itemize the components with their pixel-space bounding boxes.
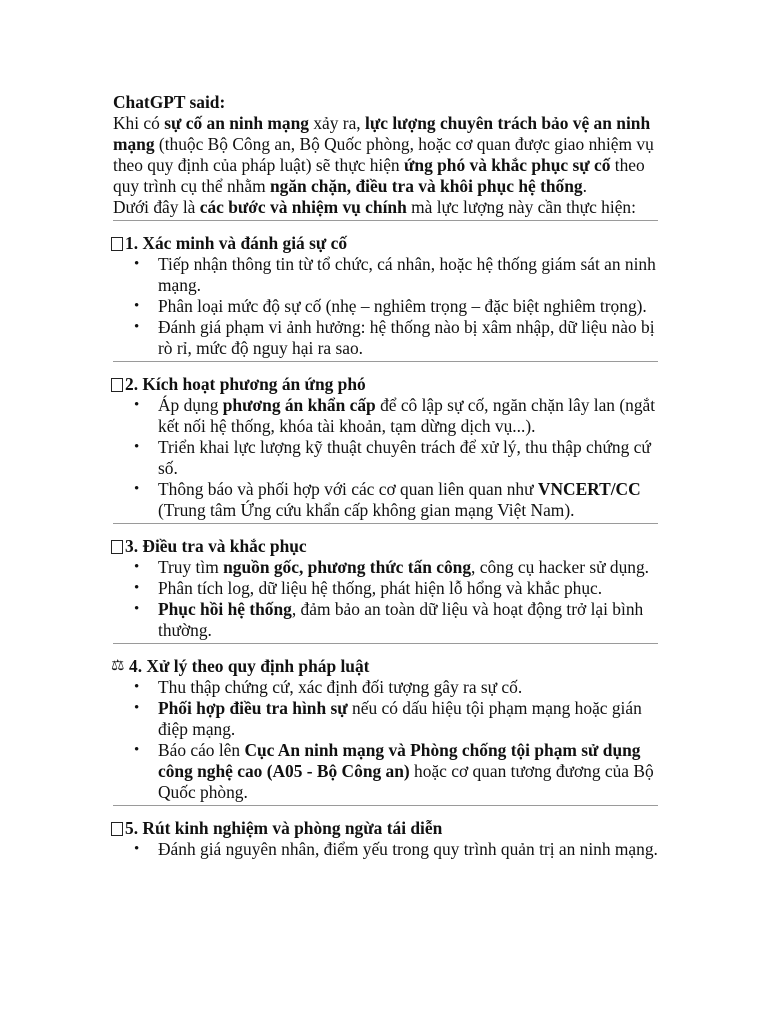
text-run: Đánh giá phạm vi ảnh hưởng: hệ thống nào bị xâm nhập, dữ liệu nào bị rò rỉ, mức độ nguy hại ra sao. [158,317,655,358]
list-item [158,839,658,860]
bold-text-run: VNCERT/CC [537,479,641,499]
section-title-text: 4. Xử lý theo quy định pháp luật [129,656,370,676]
list-item [158,254,658,296]
section-title [111,656,658,677]
bold-text-run: phương án khẩn cấp [222,395,376,415]
section-divider [113,523,658,524]
text-run: , đảm bảo an toàn dữ liệu và hoạt động trở lại bình thường. [158,599,644,640]
sections-container [113,233,658,860]
list-item [158,698,658,740]
text-run: Phân tích log, dữ liệu hệ thống, phát hiện lỗ hổng và khắc phục. [158,578,603,598]
list-item [158,557,658,578]
text-run: (Trung tâm Ứng cứu khẩn cấp không gian mạng Việt Nam). [158,500,575,520]
section-title-text: 5. Rút kinh nghiệm và phòng ngừa tái diễn [125,818,443,838]
box-icon [111,378,123,392]
bold-text-run: ngăn chặn, điều tra và khôi phục hệ thống [269,176,583,196]
list-item [158,599,658,641]
text-run: Thông báo và phối hợp với các cơ quan liên quan như [158,479,538,499]
text-run: xảy ra, [308,113,365,133]
list-item [158,578,658,599]
bullet-list [113,395,658,521]
text-run: nếu có dấu hiệu tội phạm mạng hoặc gián điệp mạng. [158,698,642,739]
section-3 [113,536,658,644]
list-item [158,317,658,359]
text-run: để cô lập sự cố, ngăn chặn lây lan (ngắt kết nối hệ thống, khóa tài khoản, tạm dừng dịch vụ...). [158,395,656,436]
section-title [111,374,658,395]
text-run: Áp dụng [158,395,223,415]
section-4 [113,656,658,806]
text-run: mà lực lượng này cần thực hiện: [406,197,636,217]
text-run: Báo cáo lên [158,740,245,760]
text-run: hoặc cơ quan tương đương của Bộ Quốc phòng. [158,761,654,802]
section-title [111,818,658,839]
text-run: Khi có [113,113,165,133]
box-icon [111,540,123,554]
list-item [158,437,658,479]
text-run: Thu thập chứng cứ, xác định đối tượng gây ra sự cố. [158,677,523,697]
scales-icon: ⚖ [111,658,125,674]
bold-text-run: ứng phó và khắc phục sự cố [403,155,611,175]
bold-text-run: Phối hợp điều tra hình sự [158,698,348,718]
bullet-list [113,839,658,860]
list-item [158,677,658,698]
section-title-text: 2. Kích hoạt phương án ứng phó [125,374,366,394]
text-run: , công cụ hacker sử dụng. [471,557,649,577]
list-item [158,296,658,317]
bold-text-run: nguồn gốc, phương thức tấn công [223,557,472,577]
bold-text-run: Cục An ninh mạng và Phòng chống tội phạm sử dụng công nghệ cao (A05 - Bộ Công an) [158,740,641,781]
intro-title: ChatGPT said: [113,92,226,112]
bullet-list [113,254,658,359]
section-title [111,536,658,557]
section-1 [113,233,658,362]
section-title-text: 1. Xác minh và đánh giá sự cố [125,233,348,253]
section-divider [113,805,658,806]
box-icon [111,237,123,251]
document-content [113,91,658,860]
text-run: theo quy trình cụ thể nhằm [113,155,645,196]
section-divider [113,220,658,221]
text-run: . [582,176,587,196]
intro-paragraph-2 [113,197,658,218]
text-run: Đánh giá nguyên nhân, điểm yếu trong quy trình quản trị an ninh mạng. [158,839,658,859]
bold-text-run: sự cố an ninh mạng [164,113,309,133]
text-run: Tiếp nhận thông tin từ tổ chức, cá nhân, hoặc hệ thống giám sát an ninh mạng. [158,254,656,295]
section-divider [113,643,658,644]
box-icon [111,822,123,836]
text-run: Triển khai lực lượng kỹ thuật chuyên trách để xử lý, thu thập chứng cứ số. [158,437,651,478]
list-item [158,740,658,803]
bullet-list [113,557,658,641]
list-item [158,395,658,437]
bold-text-run: các bước và nhiệm vụ chính [199,197,407,217]
text-run: Truy tìm [158,557,224,577]
bold-text-run: Phục hồi hệ thống [158,599,292,619]
text-run: Dưới đây là [113,197,200,217]
section-5 [113,818,658,860]
text-run: (thuộc Bộ Công an, Bộ Quốc phòng, hoặc cơ quan được giao nhiệm vụ theo quy định của pháp luật) sẽ thực hiện [113,134,654,175]
section-title [111,233,658,254]
intro-paragraph-1 [113,113,658,197]
section-2 [113,374,658,524]
text-run: Phân loại mức độ sự cố (nhẹ – nghiêm trọng – đặc biệt nghiêm trọng). [158,296,647,316]
list-item [158,479,658,521]
section-title-text: 3. Điều tra và khắc phục [125,536,307,556]
section-divider [113,361,658,362]
bold-text-run: lực lượng chuyên trách bảo vệ an ninh mạng [113,113,651,154]
bullet-list [113,677,658,803]
